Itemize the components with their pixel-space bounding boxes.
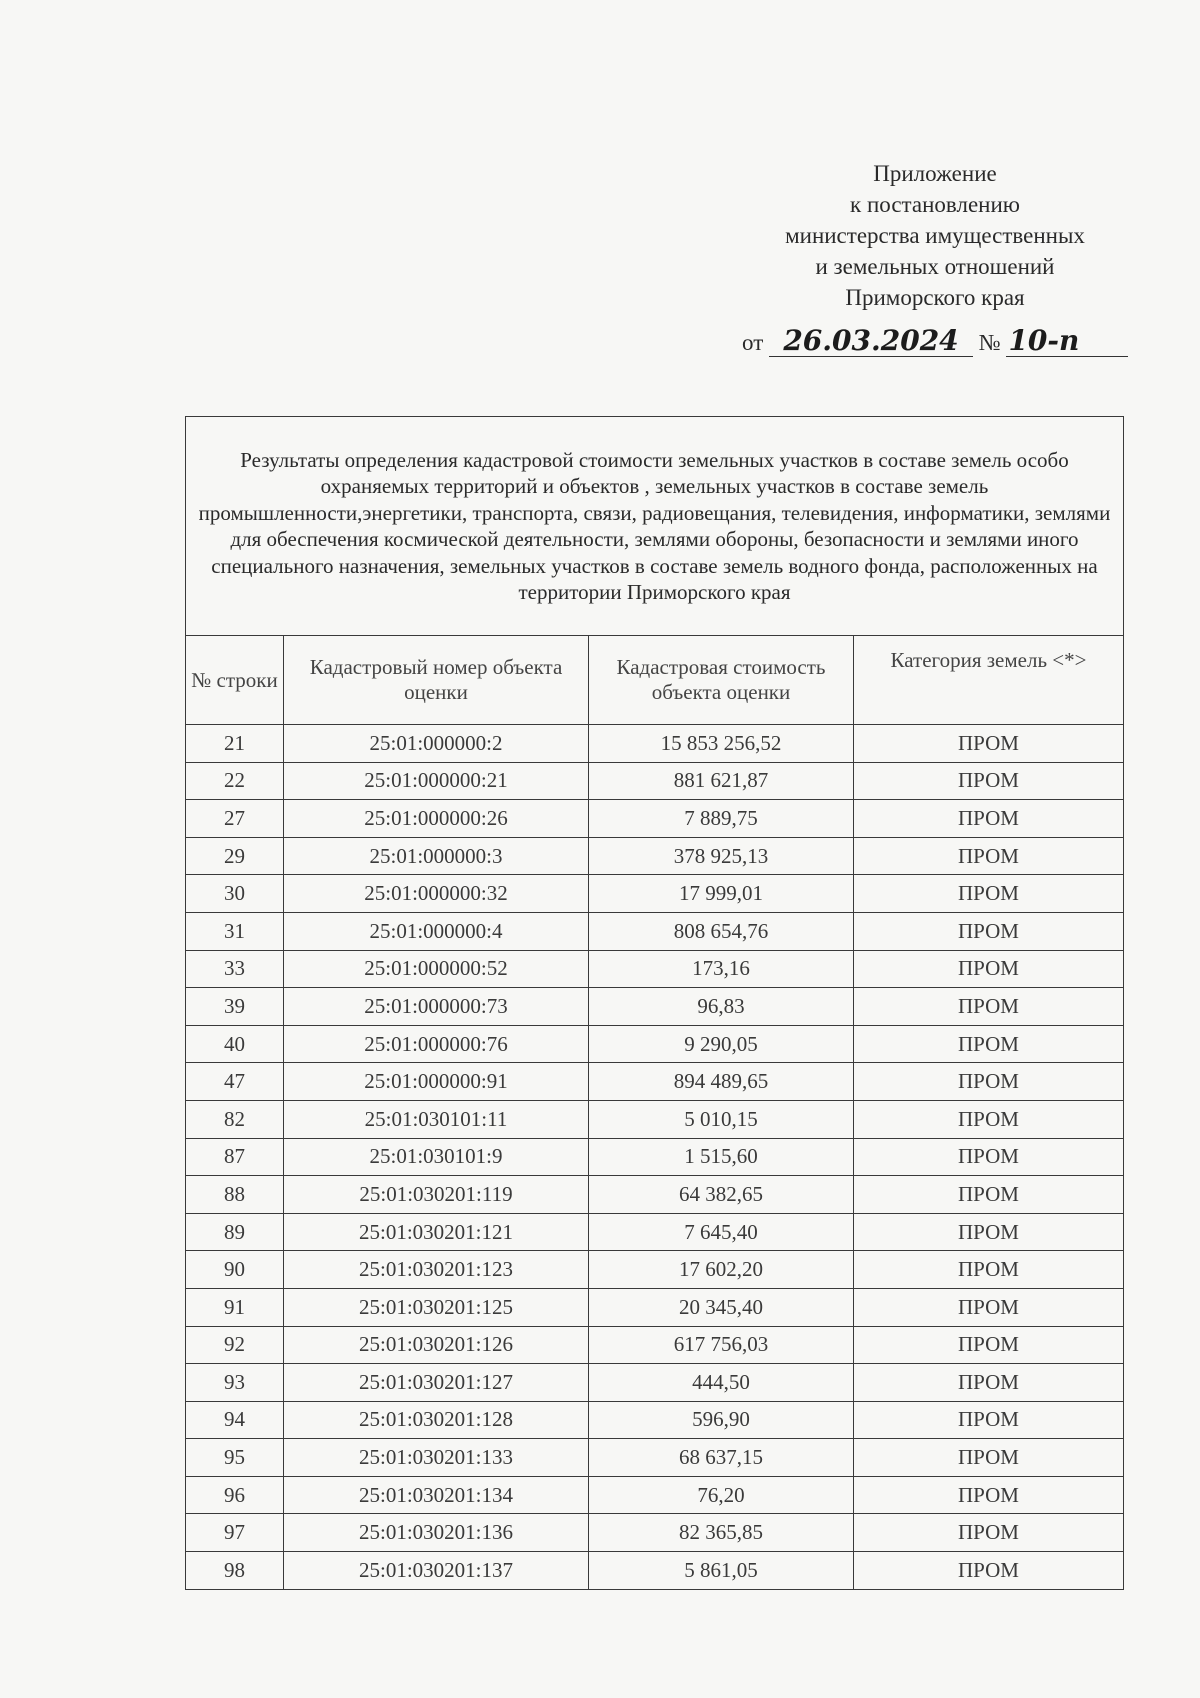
- cell-cadastral-number: 25:01:030201:127: [284, 1364, 589, 1402]
- cell-row-number: 89: [186, 1213, 284, 1251]
- cell-cadastral-number: 25:01:000000:2: [284, 725, 589, 763]
- cell-row-number: 98: [186, 1552, 284, 1590]
- header-land-category: Категория земель <*>: [854, 636, 1124, 725]
- cell-cadastral-value: 596,90: [589, 1401, 854, 1439]
- cell-land-category: ПРОМ: [854, 1063, 1124, 1101]
- cell-row-number: 40: [186, 1025, 284, 1063]
- table-row: [186, 1100, 1124, 1138]
- cell-cadastral-value: 15 853 256,52: [589, 725, 854, 763]
- cell-land-category: ПРОМ: [854, 950, 1124, 988]
- from-label: от: [742, 330, 764, 355]
- cell-row-number: 87: [186, 1138, 284, 1176]
- cell-cadastral-number: 25:01:000000:91: [284, 1063, 589, 1101]
- cell-cadastral-number: 25:01:030201:133: [284, 1439, 589, 1477]
- cell-row-number: 82: [186, 1100, 284, 1138]
- cell-land-category: ПРОМ: [854, 875, 1124, 913]
- cell-row-number: 95: [186, 1439, 284, 1477]
- cell-land-category: ПРОМ: [854, 1025, 1124, 1063]
- cell-cadastral-value: 20 345,40: [589, 1288, 854, 1326]
- cell-land-category: ПРОМ: [854, 1439, 1124, 1477]
- cell-cadastral-value: 17 999,01: [589, 875, 854, 913]
- cell-cadastral-number: 25:01:030101:11: [284, 1100, 589, 1138]
- cell-cadastral-value: 64 382,65: [589, 1176, 854, 1214]
- cell-cadastral-number: 25:01:000000:32: [284, 875, 589, 913]
- cell-cadastral-value: 173,16: [589, 950, 854, 988]
- table-row: [186, 1439, 1124, 1477]
- table-row: [186, 1552, 1124, 1590]
- cell-land-category: ПРОМ: [854, 1251, 1124, 1289]
- cell-row-number: 31: [186, 912, 284, 950]
- cell-row-number: 39: [186, 988, 284, 1026]
- table-row: [186, 875, 1124, 913]
- cell-cadastral-number: 25:01:000000:26: [284, 800, 589, 838]
- table-row: [186, 725, 1124, 763]
- cell-land-category: ПРОМ: [854, 1326, 1124, 1364]
- cell-cadastral-number: 25:01:000000:52: [284, 950, 589, 988]
- cell-cadastral-number: 25:01:030101:9: [284, 1138, 589, 1176]
- cell-land-category: ПРОМ: [854, 1176, 1124, 1214]
- cell-cadastral-number: 25:01:030201:128: [284, 1401, 589, 1439]
- table-row: [186, 912, 1124, 950]
- cell-land-category: ПРОМ: [854, 1514, 1124, 1552]
- table-row: [186, 1476, 1124, 1514]
- cell-row-number: 47: [186, 1063, 284, 1101]
- cell-cadastral-value: 881 621,87: [589, 762, 854, 800]
- cell-land-category: ПРОМ: [854, 800, 1124, 838]
- table-row: [186, 1364, 1124, 1402]
- cell-cadastral-number: 25:01:030201:119: [284, 1176, 589, 1214]
- cell-row-number: 93: [186, 1364, 284, 1402]
- cell-cadastral-value: 1 515,60: [589, 1138, 854, 1176]
- cell-cadastral-number: 25:01:000000:76: [284, 1025, 589, 1063]
- cell-cadastral-value: 378 925,13: [589, 837, 854, 875]
- appendix-line: и земельных отношений: [815, 254, 1055, 279]
- cell-cadastral-number: 25:01:030201:125: [284, 1288, 589, 1326]
- cell-cadastral-value: 5 861,05: [589, 1552, 854, 1590]
- table-row: [186, 1213, 1124, 1251]
- cell-cadastral-value: 5 010,15: [589, 1100, 854, 1138]
- cell-row-number: 97: [186, 1514, 284, 1552]
- cell-row-number: 96: [186, 1476, 284, 1514]
- header-cadastral-number: Кадастровый номер объекта оценки: [284, 636, 589, 725]
- cell-cadastral-number: 25:01:030201:126: [284, 1326, 589, 1364]
- appendix-line: Приложение: [873, 161, 997, 186]
- cell-land-category: ПРОМ: [854, 1552, 1124, 1590]
- cell-land-category: ПРОМ: [854, 1288, 1124, 1326]
- decree-date-number: [742, 326, 1162, 357]
- cell-cadastral-value: 894 489,65: [589, 1063, 854, 1101]
- cadastral-table: [185, 416, 1124, 1590]
- cell-cadastral-value: 7 889,75: [589, 800, 854, 838]
- cell-land-category: ПРОМ: [854, 1476, 1124, 1514]
- cell-cadastral-value: 444,50: [589, 1364, 854, 1402]
- cell-row-number: 94: [186, 1401, 284, 1439]
- table-row: [186, 1288, 1124, 1326]
- table-row: [186, 950, 1124, 988]
- cell-row-number: 90: [186, 1251, 284, 1289]
- cell-land-category: ПРОМ: [854, 762, 1124, 800]
- table-row: [186, 837, 1124, 875]
- cell-cadastral-value: 17 602,20: [589, 1251, 854, 1289]
- cell-land-category: ПРОМ: [854, 1138, 1124, 1176]
- cell-land-category: ПРОМ: [854, 988, 1124, 1026]
- cell-cadastral-number: 25:01:000000:4: [284, 912, 589, 950]
- table-row: [186, 1176, 1124, 1214]
- cell-land-category: ПРОМ: [854, 837, 1124, 875]
- cell-row-number: 30: [186, 875, 284, 913]
- table-row: [186, 1025, 1124, 1063]
- cell-land-category: ПРОМ: [854, 1213, 1124, 1251]
- table-row: [186, 762, 1124, 800]
- cell-cadastral-value: 96,83: [589, 988, 854, 1026]
- cell-cadastral-number: 25:01:030201:123: [284, 1251, 589, 1289]
- cell-cadastral-value: 617 756,03: [589, 1326, 854, 1364]
- cell-row-number: 92: [186, 1326, 284, 1364]
- decree-number: 10-п: [1006, 326, 1128, 357]
- cell-cadastral-number: 25:01:030201:137: [284, 1552, 589, 1590]
- cell-land-category: ПРОМ: [854, 1401, 1124, 1439]
- cell-cadastral-number: 25:01:000000:21: [284, 762, 589, 800]
- decree-date: 26.03.2024: [769, 326, 973, 357]
- cell-row-number: 88: [186, 1176, 284, 1214]
- cell-cadastral-number: 25:01:030201:136: [284, 1514, 589, 1552]
- table-row: [186, 800, 1124, 838]
- cell-land-category: ПРОМ: [854, 725, 1124, 763]
- cell-land-category: ПРОМ: [854, 1364, 1124, 1402]
- cell-row-number: 22: [186, 762, 284, 800]
- appendix-line: Приморского края: [845, 285, 1025, 310]
- cell-cadastral-number: 25:01:000000:3: [284, 837, 589, 875]
- appendix-line: министерства имущественных: [785, 223, 1085, 248]
- header-row-number: № строки: [186, 636, 284, 725]
- cell-row-number: 33: [186, 950, 284, 988]
- table-caption: Результаты определения кадастровой стоимости земельных участков в составе земель особо охраняемых территорий и объектов , земельных участков в составе земель промышленности,энергетики, транспорта, связи, радиовещания, телевидения, информатики, землями для обеспечения космической деятельности, землями обороны, безопасности и землями иного специального назначения, земельных участков в составе земель водного фонда, расположенных на территории Приморского края: [186, 417, 1124, 636]
- appendix-line: к постановлению: [850, 192, 1020, 217]
- cell-row-number: 29: [186, 837, 284, 875]
- cell-row-number: 27: [186, 800, 284, 838]
- cell-land-category: ПРОМ: [854, 1100, 1124, 1138]
- table-row: [186, 1401, 1124, 1439]
- table-row: [186, 988, 1124, 1026]
- cell-row-number: 91: [186, 1288, 284, 1326]
- cell-cadastral-value: 9 290,05: [589, 1025, 854, 1063]
- header-cadastral-value: Кадастровая стоимость объекта оценки: [589, 636, 854, 725]
- number-label: №: [978, 330, 1001, 355]
- cell-cadastral-value: 68 637,15: [589, 1439, 854, 1477]
- table-row: [186, 1063, 1124, 1101]
- table-row: [186, 1251, 1124, 1289]
- cell-cadastral-number: 25:01:000000:73: [284, 988, 589, 1026]
- appendix-block: [745, 158, 1125, 313]
- table-row: [186, 1326, 1124, 1364]
- cell-cadastral-value: 76,20: [589, 1476, 854, 1514]
- cell-cadastral-number: 25:01:030201:121: [284, 1213, 589, 1251]
- cell-cadastral-value: 82 365,85: [589, 1514, 854, 1552]
- cell-cadastral-value: 7 645,40: [589, 1213, 854, 1251]
- table-row: [186, 1138, 1124, 1176]
- cell-cadastral-value: 808 654,76: [589, 912, 854, 950]
- cell-cadastral-number: 25:01:030201:134: [284, 1476, 589, 1514]
- cell-row-number: 21: [186, 725, 284, 763]
- cell-land-category: ПРОМ: [854, 912, 1124, 950]
- table-row: [186, 1514, 1124, 1552]
